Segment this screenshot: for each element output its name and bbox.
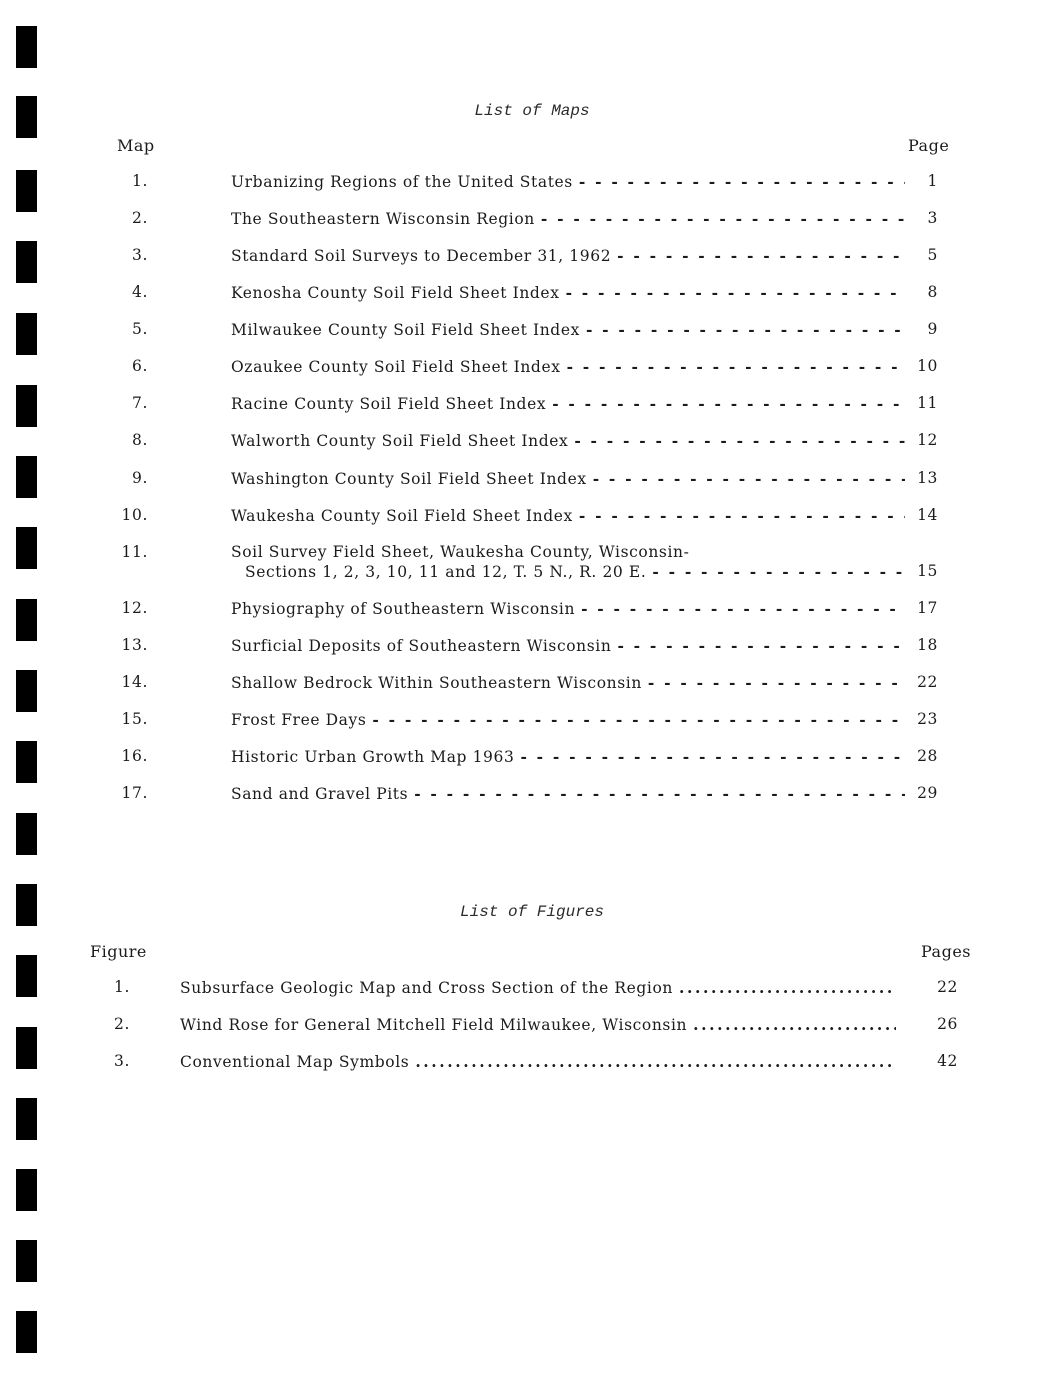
item-number: 13. bbox=[121, 636, 148, 654]
item-page: 1 bbox=[927, 172, 938, 190]
item-page: 12 bbox=[917, 431, 938, 449]
binder-hole bbox=[16, 1027, 37, 1069]
maps-section-title: List of Maps bbox=[474, 102, 590, 120]
binder-hole bbox=[16, 170, 37, 212]
binder-hole bbox=[16, 1098, 37, 1140]
binder-hole bbox=[16, 313, 37, 355]
item-entry bbox=[231, 673, 911, 692]
item-entry bbox=[231, 394, 911, 413]
item-number: 2. bbox=[114, 1015, 130, 1033]
item-title: Urbanizing Regions of the United States bbox=[231, 173, 573, 191]
item-number: 2. bbox=[132, 209, 148, 227]
figure-column-header: Figure bbox=[90, 942, 147, 961]
item-entry bbox=[231, 320, 911, 339]
item-page: 13 bbox=[917, 469, 938, 487]
item-page: 14 bbox=[917, 506, 938, 524]
item-entry bbox=[231, 431, 911, 450]
binder-hole bbox=[16, 241, 37, 283]
item-number: 7. bbox=[132, 394, 148, 412]
dot-leader bbox=[581, 599, 905, 618]
item-title: Shallow Bedrock Within Southeastern Wisconsin bbox=[231, 674, 642, 692]
item-page: 17 bbox=[917, 599, 938, 617]
dot-leader bbox=[617, 636, 905, 655]
binder-hole bbox=[16, 599, 37, 641]
item-entry bbox=[231, 209, 911, 228]
item-entry bbox=[231, 357, 911, 376]
item-title: Standard Soil Surveys to December 31, 1962 bbox=[231, 247, 612, 265]
item-number: 11. bbox=[121, 543, 148, 561]
item-entry bbox=[231, 747, 911, 766]
item-title: Walworth County Soil Field Sheet Index bbox=[231, 432, 569, 450]
item-title: Racine County Soil Field Sheet Index bbox=[231, 395, 547, 413]
item-number: 3. bbox=[114, 1052, 130, 1070]
pages-column-header: Pages bbox=[921, 942, 972, 961]
item-title: Historic Urban Growth Map 1963 bbox=[231, 748, 515, 766]
item-page: 22 bbox=[937, 978, 958, 996]
dot-leader bbox=[652, 562, 905, 581]
item-entry bbox=[245, 562, 911, 581]
item-page: 10 bbox=[917, 357, 938, 375]
dot-leader bbox=[520, 747, 905, 766]
item-entry bbox=[180, 978, 902, 997]
item-page: 23 bbox=[917, 710, 938, 728]
item-entry bbox=[231, 283, 911, 302]
dot-leader bbox=[579, 172, 905, 191]
dot-leader bbox=[566, 283, 905, 302]
item-entry bbox=[180, 1015, 902, 1034]
item-number: 15. bbox=[121, 710, 148, 728]
binder-hole bbox=[16, 1169, 37, 1211]
item-number: 1. bbox=[114, 978, 130, 996]
item-page: 26 bbox=[937, 1015, 958, 1033]
dot-leader bbox=[372, 710, 905, 729]
item-entry bbox=[231, 599, 911, 618]
item-page: 3 bbox=[927, 209, 938, 227]
item-number: 14. bbox=[121, 673, 148, 691]
item-title: Frost Free Days bbox=[231, 711, 367, 729]
item-page: 18 bbox=[917, 636, 938, 654]
item-entry bbox=[231, 636, 911, 655]
item-number: 12. bbox=[121, 599, 148, 617]
item-number: 8. bbox=[132, 431, 148, 449]
dot-leader bbox=[617, 246, 905, 265]
binder-hole bbox=[16, 1240, 37, 1282]
dot-leader bbox=[679, 978, 896, 997]
item-number: 1. bbox=[132, 172, 148, 190]
dot-leader bbox=[593, 469, 905, 488]
dot-leader bbox=[693, 1015, 896, 1034]
dot-leader bbox=[552, 394, 905, 413]
dot-leader bbox=[574, 431, 905, 450]
item-number: 17. bbox=[121, 784, 148, 802]
binder-hole bbox=[16, 456, 37, 498]
item-page: 28 bbox=[917, 747, 938, 765]
binder-hole bbox=[16, 1311, 37, 1353]
item-title-line1: Soil Survey Field Sheet, Waukesha County, Wisconsin- bbox=[231, 543, 690, 561]
item-title: Kenosha County Soil Field Sheet Index bbox=[231, 284, 560, 302]
page-column-header: Page bbox=[908, 136, 950, 155]
item-number: 5. bbox=[132, 320, 148, 338]
dot-leader bbox=[579, 506, 905, 525]
item-title: Sections 1, 2, 3, 10, 11 and 12, T. 5 N., R. 20 E. bbox=[245, 563, 647, 581]
item-number: 16. bbox=[121, 747, 148, 765]
dot-leader bbox=[541, 209, 905, 228]
item-number: 4. bbox=[132, 283, 148, 301]
item-number: 9. bbox=[132, 469, 148, 487]
item-page: 11 bbox=[917, 394, 938, 412]
dot-leader bbox=[415, 1052, 896, 1071]
binder-hole bbox=[16, 385, 37, 427]
item-page: 9 bbox=[927, 320, 938, 338]
item-title: Physiography of Southeastern Wisconsin bbox=[231, 600, 576, 618]
item-title: Surficial Deposits of Southeastern Wisconsin bbox=[231, 637, 612, 655]
item-entry bbox=[231, 246, 911, 265]
binder-hole bbox=[16, 813, 37, 855]
item-page: 5 bbox=[927, 246, 938, 264]
item-title: Washington County Soil Field Sheet Index bbox=[231, 470, 587, 488]
binder-hole bbox=[16, 670, 37, 712]
dot-leader bbox=[648, 673, 905, 692]
item-page: 8 bbox=[927, 283, 938, 301]
item-entry bbox=[231, 784, 911, 803]
binder-hole bbox=[16, 955, 37, 997]
binder-hole bbox=[16, 527, 37, 569]
item-entry bbox=[180, 1052, 902, 1071]
item-title: The Southeastern Wisconsin Region bbox=[231, 210, 535, 228]
binder-hole bbox=[16, 26, 37, 68]
item-title: Ozaukee County Soil Field Sheet Index bbox=[231, 358, 561, 376]
dot-leader bbox=[567, 357, 905, 376]
item-title: Waukesha County Soil Field Sheet Index bbox=[231, 507, 573, 525]
item-entry bbox=[231, 710, 911, 729]
item-entry bbox=[231, 172, 911, 191]
item-page: 15 bbox=[917, 562, 938, 580]
item-title: Milwaukee County Soil Field Sheet Index bbox=[231, 321, 580, 339]
map-column-header: Map bbox=[117, 136, 155, 155]
item-title: Subsurface Geologic Map and Cross Section of the Region bbox=[180, 979, 674, 997]
item-number: 10. bbox=[121, 506, 148, 524]
item-page: 29 bbox=[917, 784, 938, 802]
figures-section-title: List of Figures bbox=[459, 903, 605, 921]
item-page: 22 bbox=[917, 673, 938, 691]
dot-leader bbox=[414, 784, 905, 803]
item-page: 42 bbox=[937, 1052, 958, 1070]
item-entry bbox=[231, 506, 911, 525]
item-number: 3. bbox=[132, 246, 148, 264]
item-entry bbox=[231, 469, 911, 488]
binder-hole bbox=[16, 741, 37, 783]
item-title: Sand and Gravel Pits bbox=[231, 785, 409, 803]
item-title: Wind Rose for General Mitchell Field Milwaukee, Wisconsin bbox=[180, 1016, 688, 1034]
item-title: Conventional Map Symbols bbox=[180, 1053, 410, 1071]
item-number: 6. bbox=[132, 357, 148, 375]
dot-leader bbox=[586, 320, 905, 339]
